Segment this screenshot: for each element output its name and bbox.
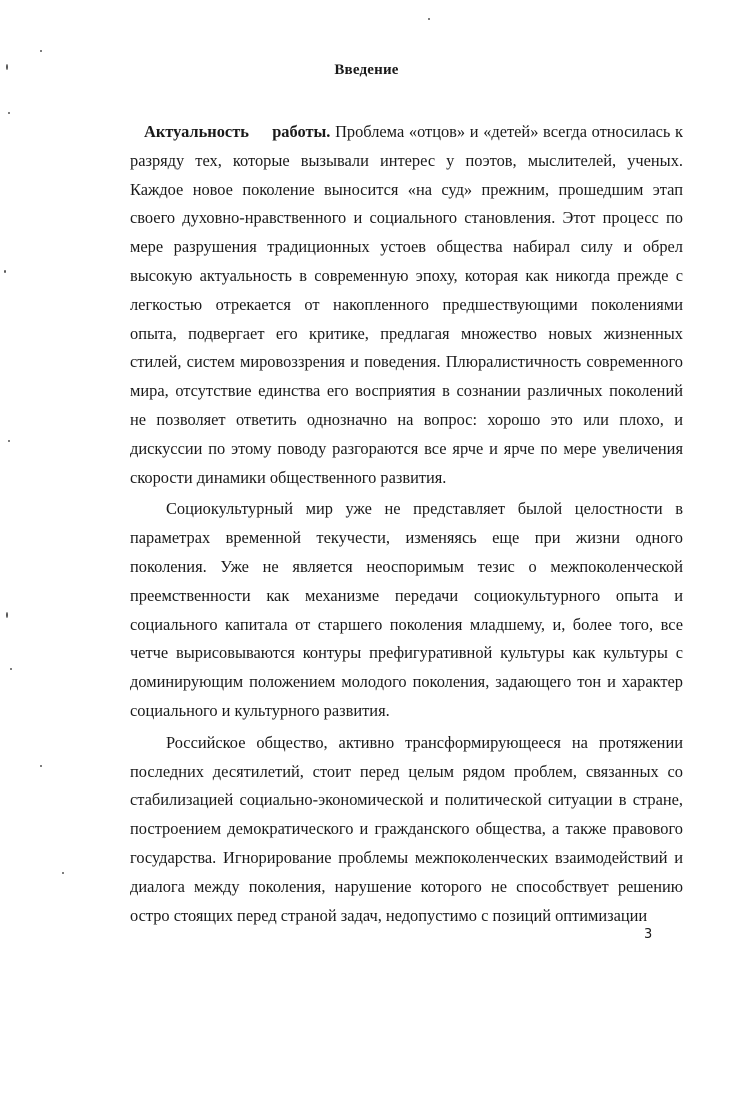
paragraph-russian-society: Российское общество, активно трансформирующееся на протяжении последних десятилетий, стоит перед целым рядом проблем, связанных со стабилизацией социально-экономической и политической ситуации в стране, построением демократического и гражданского общества, а также правового государства. Игнорирование проблемы межпоколенческих взаимодействий и диалога между поколения, нарушение которого не способствует решению остро стоящих перед страной задач, недопустимо с позиций оптимизации	[130, 732, 683, 925]
page-title: Введение	[334, 62, 399, 78]
scan-speck	[8, 440, 10, 442]
page-number: 3	[644, 927, 653, 942]
scan-speck	[40, 50, 42, 52]
scan-speck	[10, 668, 12, 670]
scan-speck	[40, 765, 42, 767]
scan-speck	[6, 612, 8, 618]
paragraph-relevance	[130, 118, 683, 492]
scan-speck	[62, 872, 64, 874]
relevance-heading: Актуальность работы.	[144, 122, 331, 141]
scan-speck	[4, 270, 6, 273]
paragraph-sociocultural: Социокультурный мир уже не представляет былой целостности в параметрах временной текучести, изменяясь еще при жизни одного поколения. Уже не является неоспоримым тезис о межпоколенческой преемственности как механизме передачи социокультурного опыта и социального капитала от старшего поколения младшему, и, более того, все четче вырисовываются контуры префигуративной культуры как культуры с доминирующим положением молодого поколения, задающего тон и характер социального и культурного развития.	[130, 499, 683, 720]
scan-speck	[6, 64, 8, 70]
paragraph-text: Проблема «отцов» и «детей» всегда относилась к разряду тех, которые вызывали интерес у поэтов, мыслителей, ученых. Каждое новое поколение выносится «на суд» прежним, прошедшим этап своего духовно-нравственного и социального становления. Этот процесс по мере разрушения традиционных устоев общества набирал силу и обрел высокую актуальность в современную эпоху, которая как никогда прежде с легкостью отрекается от накопленного предшествующими поколениями опыта, подвергает его критике, предлагая множество новых жизненных стилей, систем мировоззрения и поведения. Плюралистичность современного мира, отсутствие единства его восприятия в сознании различных поколений не позволяет ответить однозначно на вопрос: хорошо это или плохо, и дискуссии по этому поводу разгораются все ярче и ярче по мере увеличения скорости динамики общественного развития.	[130, 122, 684, 487]
body-text	[130, 118, 683, 930]
scan-speck	[428, 18, 430, 20]
scan-speck	[8, 112, 10, 114]
